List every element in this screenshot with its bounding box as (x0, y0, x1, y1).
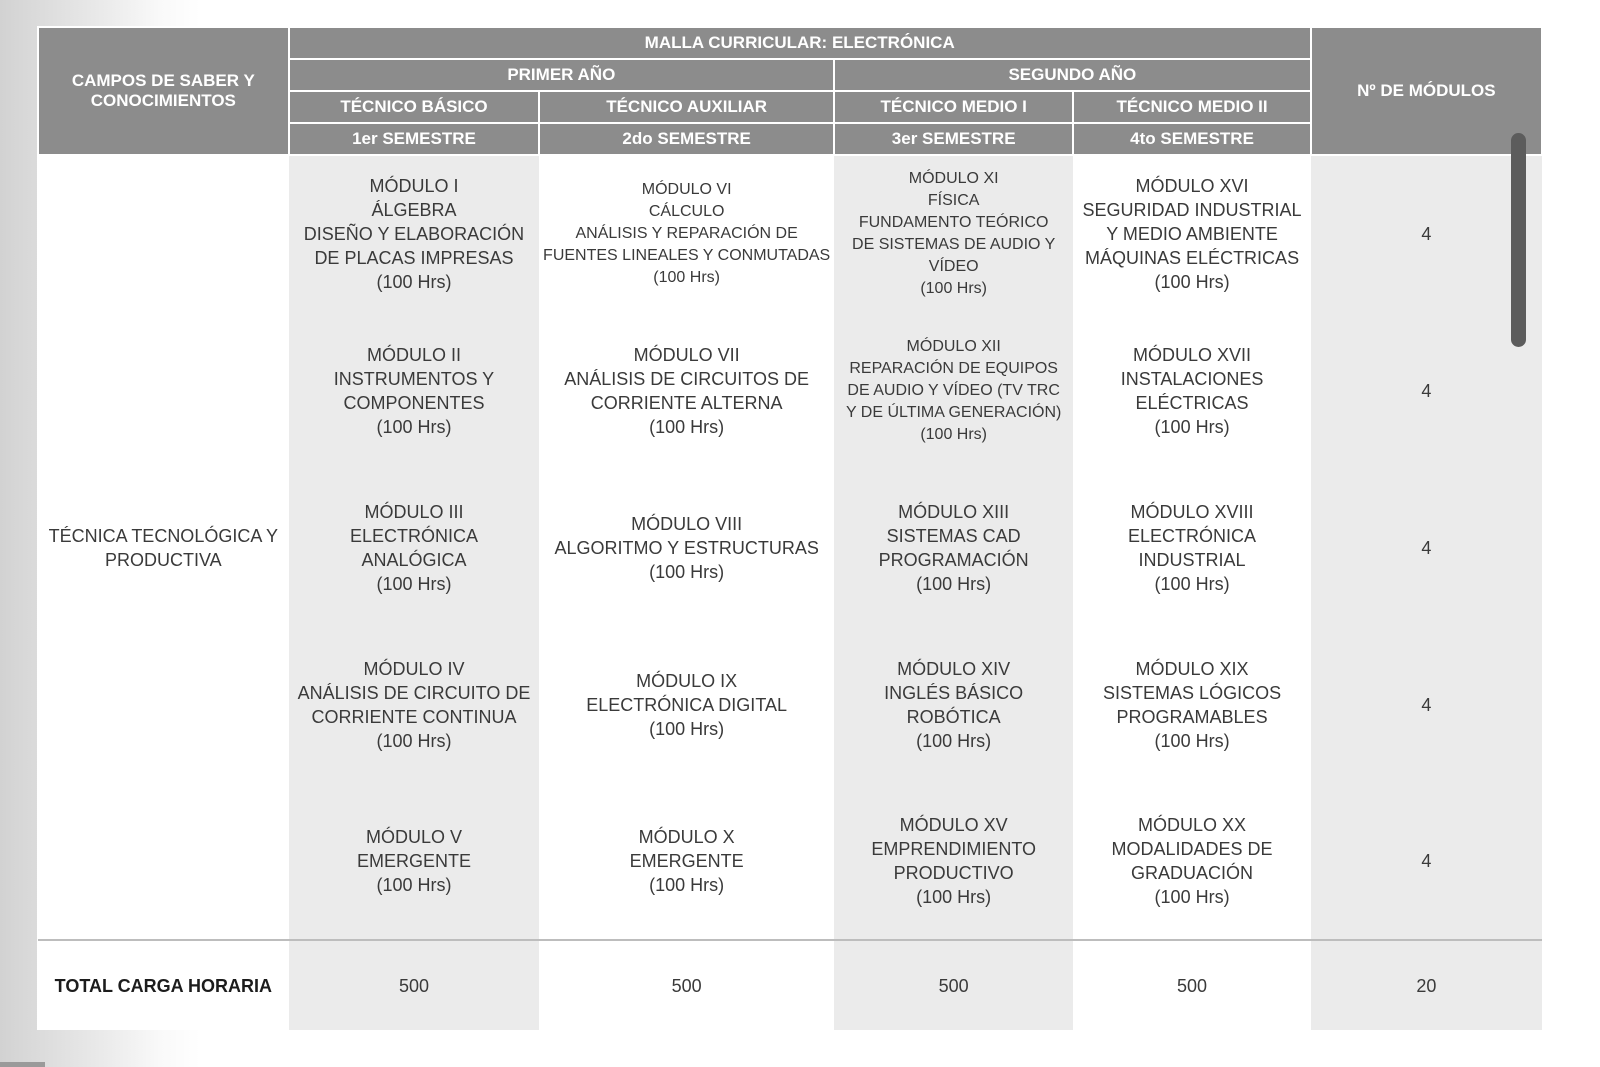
module-hours: (100 Hrs) (1154, 416, 1230, 437)
header-level-4: TÉCNICO MEDIO II (1073, 91, 1310, 123)
module-hours: (100 Hrs) (649, 561, 725, 582)
module-subject: FÍSICA (927, 192, 980, 209)
module-hours: (100 Hrs) (649, 416, 725, 437)
module-hours: (100 Hrs) (653, 269, 720, 286)
page-edge-marker (0, 1062, 45, 1067)
module-cell (289, 469, 540, 626)
total-hours-cell: 500 (834, 940, 1073, 1030)
module-subject: DE PLACAS IMPRESAS (314, 248, 514, 268)
curriculum-sheet (37, 26, 1543, 1030)
module-cell (289, 155, 540, 312)
module-count-cell: 4 (1311, 783, 1542, 940)
module-subject: Y DE ÚLTIMA GENERACIÓN) (845, 403, 1062, 421)
module-number: MÓDULO III (364, 501, 464, 522)
module-hours: (100 Hrs) (649, 875, 725, 895)
module-hours: (100 Hrs) (1154, 887, 1230, 907)
module-cell (1073, 469, 1310, 626)
module-subject: INSTALACIONES (1120, 368, 1264, 389)
module-subject: EMERGENTE (629, 851, 744, 871)
total-hours-cell: 500 (289, 940, 540, 1030)
module-count-cell: 4 (1311, 626, 1542, 783)
total-hours-cell: 500 (539, 940, 834, 1030)
module-subject: EMPRENDIMIENTO (871, 839, 1037, 859)
module-hours: (100 Hrs) (1154, 573, 1230, 594)
module-hours: (100 Hrs) (376, 875, 452, 895)
module-subject: ANÁLISIS Y REPARACIÓN DE (575, 225, 798, 242)
header-fields: CAMPOS DE SABER Y CONOCIMIENTOS (38, 27, 289, 155)
module-cell (539, 155, 834, 312)
header-main-title: MALLA CURRICULAR: ELECTRÓNICA (289, 27, 1311, 59)
module-number: MÓDULO V (365, 827, 462, 847)
module-cell (834, 469, 1073, 626)
module-hours: (100 Hrs) (376, 416, 452, 437)
module-cell (289, 626, 540, 783)
module-cell (834, 783, 1073, 940)
module-cell (1073, 626, 1310, 783)
module-hours: (100 Hrs) (916, 730, 992, 751)
module-number: MÓDULO XV (899, 815, 1008, 835)
module-subject: ELECTRÓNICA DIGITAL (586, 694, 787, 715)
module-subject: CORRIENTE ALTERNA (590, 392, 783, 413)
header-level-1: TÉCNICO BÁSICO (289, 91, 540, 123)
header-semester-4: 4to SEMESTRE (1073, 123, 1310, 155)
module-subject: ANÁLISIS DE CIRCUITO DE (297, 682, 531, 703)
module-hours: (100 Hrs) (920, 425, 988, 443)
total-modules-cell: 20 (1311, 940, 1542, 1030)
module-hours: (100 Hrs) (1154, 272, 1230, 292)
module-number: MÓDULO XIV (897, 658, 1011, 679)
module-cell (289, 312, 540, 469)
module-subject: PROGRAMABLES (1116, 706, 1268, 727)
module-cell (834, 312, 1073, 469)
curriculum-table (37, 26, 1543, 1030)
field-name: TÉCNICA TECNOLÓGICA Y PRODUCTIVA (48, 525, 279, 570)
module-subject: DE AUDIO Y VÍDEO (TV TRC (847, 381, 1060, 399)
module-subject: ANALÓGICA (361, 549, 467, 570)
header-year-1: PRIMER AÑO (289, 59, 834, 91)
module-subject: MÁQUINAS ELÉCTRICAS (1085, 248, 1300, 268)
module-subject: INGLÉS BÁSICO (884, 682, 1024, 703)
header-semester-3: 3er SEMESTRE (834, 123, 1073, 155)
header-level-2: TÉCNICO AUXILIAR (539, 91, 834, 123)
module-hours: (100 Hrs) (916, 887, 992, 907)
module-number: MÓDULO XI (908, 170, 999, 187)
module-number: MÓDULO VI (641, 181, 732, 198)
module-hours: (100 Hrs) (376, 730, 452, 751)
module-subject: ROBÓTICA (906, 706, 1001, 727)
module-number: MÓDULO XVI (1135, 176, 1249, 196)
total-hours-cell: 500 (1073, 940, 1310, 1030)
module-subject: EMERGENTE (356, 851, 471, 871)
module-subject: ALGORITMO Y ESTRUCTURAS (554, 537, 819, 558)
module-number: MÓDULO XIII (898, 501, 1010, 522)
module-cell (834, 155, 1073, 312)
module-count-cell: 4 (1311, 155, 1542, 312)
module-subject: ELECTRÓNICA (1128, 525, 1257, 546)
module-subject: ELECTRÓNICA (349, 525, 478, 546)
total-row (38, 940, 1542, 1030)
module-subject: FUNDAMENTO TEÓRICO (858, 214, 1049, 231)
module-subject: CORRIENTE CONTINUA (311, 706, 517, 727)
module-cell (539, 626, 834, 783)
header-level-3: TÉCNICO MEDIO I (834, 91, 1073, 123)
module-number: MÓDULO IX (636, 670, 738, 691)
module-number: MÓDULO VIII (631, 513, 743, 534)
module-subject: MODALIDADES DE (1111, 839, 1273, 859)
module-number: MÓDULO XX (1138, 815, 1247, 835)
header-module-count: Nº DE MÓDULOS (1311, 27, 1542, 155)
module-subject: CÁLCULO (648, 203, 725, 220)
module-subject: INSTRUMENTOS Y (333, 368, 495, 389)
module-number: MÓDULO XII (906, 337, 1001, 355)
table-row (38, 155, 1542, 312)
module-subject: COMPONENTES (343, 392, 485, 413)
module-cell (834, 626, 1073, 783)
module-subject: SEGURIDAD INDUSTRIAL (1082, 200, 1302, 220)
module-hours: (100 Hrs) (376, 573, 452, 594)
module-cell (1073, 783, 1310, 940)
module-hours: (100 Hrs) (920, 280, 988, 297)
module-cell (1073, 155, 1310, 312)
module-cell (539, 312, 834, 469)
module-number: MÓDULO X (638, 827, 735, 847)
module-subject: VÍDEO (928, 258, 979, 275)
module-subject: PROGRAMACIÓN (878, 549, 1029, 570)
header-year-2: SEGUNDO AÑO (834, 59, 1311, 91)
module-cell (539, 469, 834, 626)
module-number: MÓDULO IV (363, 658, 465, 679)
module-subject: PRODUCTIVO (893, 863, 1014, 883)
module-subject: ANÁLISIS DE CIRCUITOS DE (564, 368, 809, 389)
module-subject: DISEÑO Y ELABORACIÓN (303, 224, 525, 244)
module-cell (1073, 312, 1310, 469)
module-subject: FUENTES LINEALES Y CONMUTADAS (543, 247, 831, 264)
module-hours: (100 Hrs) (376, 272, 452, 292)
module-subject: GRADUACIÓN (1131, 863, 1254, 883)
module-number: MÓDULO XVIII (1130, 501, 1254, 522)
module-hours: (100 Hrs) (1154, 730, 1230, 751)
module-subject: INDUSTRIAL (1138, 549, 1246, 570)
module-number: MÓDULO XVII (1133, 344, 1252, 365)
module-hours: (100 Hrs) (649, 718, 725, 739)
total-label: TOTAL CARGA HORARIA (38, 940, 289, 1030)
module-cell (539, 783, 834, 940)
module-subject: SISTEMAS CAD (886, 525, 1021, 546)
module-subject: Y MEDIO AMBIENTE (1106, 224, 1278, 244)
scrollbar-thumb[interactable] (1511, 133, 1526, 347)
module-number: MÓDULO II (366, 344, 461, 365)
module-count-cell: 4 (1311, 312, 1542, 469)
header-semester-2: 2do SEMESTRE (539, 123, 834, 155)
module-number: MÓDULO XIX (1135, 658, 1249, 679)
module-subject: SISTEMAS LÓGICOS (1103, 682, 1282, 703)
module-subject: ELÉCTRICAS (1135, 392, 1249, 413)
module-subject: ÁLGEBRA (371, 200, 457, 220)
module-hours: (100 Hrs) (916, 573, 992, 594)
module-number: MÓDULO VII (633, 344, 740, 365)
module-cell (289, 783, 540, 940)
module-number: MÓDULO I (369, 176, 459, 196)
header-semester-1: 1er SEMESTRE (289, 123, 540, 155)
module-count-cell: 4 (1311, 469, 1542, 626)
module-subject: REPARACIÓN DE EQUIPOS (849, 359, 1058, 377)
module-subject: DE SISTEMAS DE AUDIO Y (852, 236, 1056, 253)
